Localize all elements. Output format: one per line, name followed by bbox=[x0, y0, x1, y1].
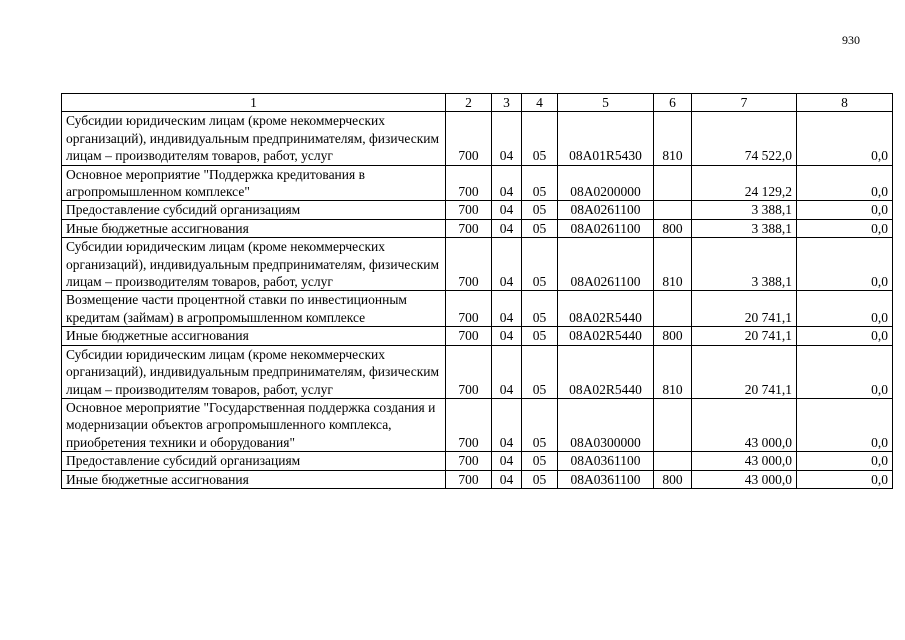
row-code-4: 05 bbox=[522, 238, 558, 291]
row-name: Основное мероприятие "Государственная поддержка создания и модернизации объектов агропромышленного комплекса, приобретения техники и оборудования" bbox=[62, 398, 446, 451]
column-header: 8 bbox=[797, 94, 893, 112]
page-number: 930 bbox=[842, 33, 860, 47]
table-row bbox=[62, 165, 893, 201]
row-code-5: 08А0361100 bbox=[558, 452, 654, 470]
row-amount-7: 3 388,1 bbox=[692, 219, 797, 237]
row-amount-8: 0,0 bbox=[797, 201, 893, 219]
column-header: 2 bbox=[446, 94, 492, 112]
row-code-2: 700 bbox=[446, 345, 492, 398]
row-code-6 bbox=[654, 165, 692, 201]
row-code-6 bbox=[654, 201, 692, 219]
row-code-5: 08А02R5440 bbox=[558, 291, 654, 327]
row-code-6: 800 bbox=[654, 470, 692, 488]
row-code-5: 08А0261100 bbox=[558, 201, 654, 219]
row-code-3: 04 bbox=[492, 238, 522, 291]
row-code-2: 700 bbox=[446, 327, 492, 345]
row-amount-7: 3 388,1 bbox=[692, 201, 797, 219]
column-header: 4 bbox=[522, 94, 558, 112]
row-name: Субсидии юридическим лицам (кроме некоммерческих организаций), индивидуальным предпринимателям, физическим лицам – производителям товаров, работ, услуг bbox=[62, 238, 446, 291]
row-code-3: 04 bbox=[492, 327, 522, 345]
row-amount-8: 0,0 bbox=[797, 291, 893, 327]
row-code-3: 04 bbox=[492, 219, 522, 237]
row-code-3: 04 bbox=[492, 165, 522, 201]
row-code-3: 04 bbox=[492, 201, 522, 219]
row-code-4: 05 bbox=[522, 219, 558, 237]
row-code-6: 800 bbox=[654, 219, 692, 237]
row-code-2: 700 bbox=[446, 238, 492, 291]
row-amount-8: 0,0 bbox=[797, 219, 893, 237]
column-header: 6 bbox=[654, 94, 692, 112]
row-name: Иные бюджетные ассигнования bbox=[62, 470, 446, 488]
row-code-5: 08А02R5440 bbox=[558, 327, 654, 345]
row-code-2: 700 bbox=[446, 470, 492, 488]
row-amount-7: 74 522,0 bbox=[692, 112, 797, 165]
row-code-3: 04 bbox=[492, 470, 522, 488]
row-code-4: 05 bbox=[522, 345, 558, 398]
row-amount-8: 0,0 bbox=[797, 238, 893, 291]
table-row bbox=[62, 398, 893, 451]
column-header: 7 bbox=[692, 94, 797, 112]
row-amount-8: 0,0 bbox=[797, 165, 893, 201]
row-code-2: 700 bbox=[446, 452, 492, 470]
row-name: Предоставление субсидий организациям bbox=[62, 452, 446, 470]
table-row bbox=[62, 452, 893, 470]
row-code-6: 810 bbox=[654, 112, 692, 165]
table-row bbox=[62, 327, 893, 345]
row-name: Иные бюджетные ассигнования bbox=[62, 219, 446, 237]
row-code-4: 05 bbox=[522, 327, 558, 345]
row-code-4: 05 bbox=[522, 165, 558, 201]
row-code-3: 04 bbox=[492, 291, 522, 327]
row-code-6: 810 bbox=[654, 345, 692, 398]
column-header: 3 bbox=[492, 94, 522, 112]
row-amount-7: 24 129,2 bbox=[692, 165, 797, 201]
row-name: Возмещение части процентной ставки по инвестиционным кредитам (займам) в агропромышленном комплексе bbox=[62, 291, 446, 327]
row-code-5: 08А02R5440 bbox=[558, 345, 654, 398]
row-amount-8: 0,0 bbox=[797, 345, 893, 398]
column-header: 1 bbox=[62, 94, 446, 112]
row-code-4: 05 bbox=[522, 452, 558, 470]
table-row bbox=[62, 345, 893, 398]
row-code-5: 08А01R5430 bbox=[558, 112, 654, 165]
column-header: 5 bbox=[558, 94, 654, 112]
table-row bbox=[62, 201, 893, 219]
row-code-2: 700 bbox=[446, 165, 492, 201]
row-code-4: 05 bbox=[522, 398, 558, 451]
row-code-5: 08А0261100 bbox=[558, 219, 654, 237]
row-amount-7: 3 388,1 bbox=[692, 238, 797, 291]
row-code-2: 700 bbox=[446, 291, 492, 327]
table-row bbox=[62, 238, 893, 291]
row-name: Субсидии юридическим лицам (кроме некоммерческих организаций), индивидуальным предпринимателям, физическим лицам – производителям товаров, работ, услуг bbox=[62, 345, 446, 398]
row-code-2: 700 bbox=[446, 112, 492, 165]
row-code-5: 08А0361100 bbox=[558, 470, 654, 488]
row-code-2: 700 bbox=[446, 398, 492, 451]
row-code-6 bbox=[654, 398, 692, 451]
row-code-4: 05 bbox=[522, 112, 558, 165]
row-code-6 bbox=[654, 452, 692, 470]
row-code-2: 700 bbox=[446, 219, 492, 237]
row-amount-8: 0,0 bbox=[797, 327, 893, 345]
row-name: Иные бюджетные ассигнования bbox=[62, 327, 446, 345]
row-code-6 bbox=[654, 291, 692, 327]
budget-table bbox=[61, 93, 893, 489]
row-code-2: 700 bbox=[446, 201, 492, 219]
row-amount-7: 43 000,0 bbox=[692, 398, 797, 451]
row-code-4: 05 bbox=[522, 291, 558, 327]
row-amount-8: 0,0 bbox=[797, 452, 893, 470]
table-row bbox=[62, 219, 893, 237]
row-name: Субсидии юридическим лицам (кроме некоммерческих организаций), индивидуальным предпринимателям, физическим лицам – производителям товаров, работ, услуг bbox=[62, 112, 446, 165]
row-amount-7: 20 741,1 bbox=[692, 327, 797, 345]
row-name: Предоставление субсидий организациям bbox=[62, 201, 446, 219]
row-name: Основное мероприятие "Поддержка кредитования в агропромышленном комплексе" bbox=[62, 165, 446, 201]
row-amount-7: 20 741,1 bbox=[692, 291, 797, 327]
table-row bbox=[62, 291, 893, 327]
row-code-6: 800 bbox=[654, 327, 692, 345]
row-amount-8: 0,0 bbox=[797, 470, 893, 488]
row-amount-7: 43 000,0 bbox=[692, 470, 797, 488]
row-code-5: 08А0300000 bbox=[558, 398, 654, 451]
row-code-4: 05 bbox=[522, 201, 558, 219]
table-row bbox=[62, 112, 893, 165]
table-row bbox=[62, 470, 893, 488]
row-amount-7: 20 741,1 bbox=[692, 345, 797, 398]
row-code-4: 05 bbox=[522, 470, 558, 488]
row-amount-8: 0,0 bbox=[797, 398, 893, 451]
row-code-6: 810 bbox=[654, 238, 692, 291]
row-code-3: 04 bbox=[492, 345, 522, 398]
row-code-3: 04 bbox=[492, 398, 522, 451]
row-code-3: 04 bbox=[492, 112, 522, 165]
row-amount-8: 0,0 bbox=[797, 112, 893, 165]
row-amount-7: 43 000,0 bbox=[692, 452, 797, 470]
row-code-3: 04 bbox=[492, 452, 522, 470]
row-code-5: 08А0200000 bbox=[558, 165, 654, 201]
table-header-row bbox=[62, 94, 893, 112]
row-code-5: 08А0261100 bbox=[558, 238, 654, 291]
